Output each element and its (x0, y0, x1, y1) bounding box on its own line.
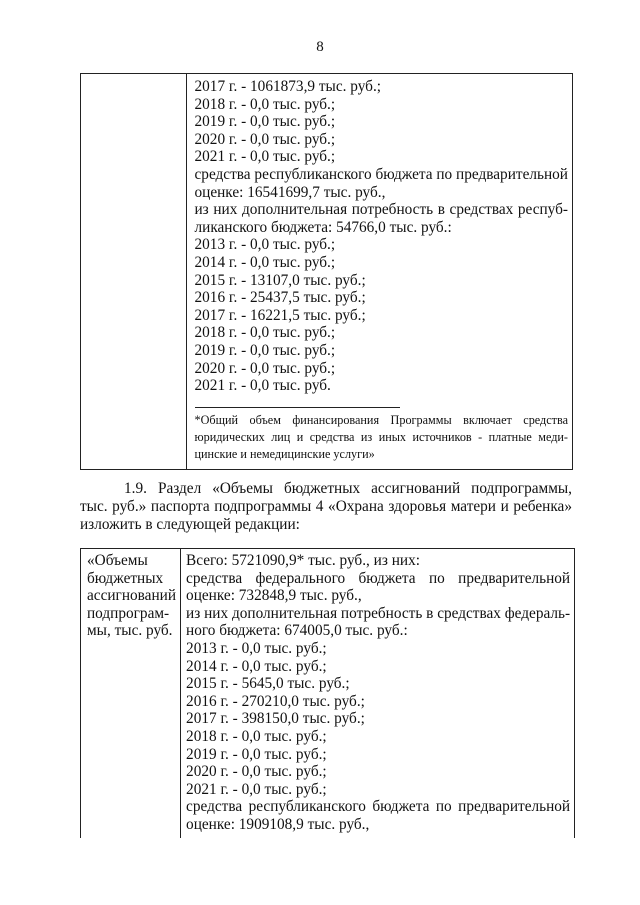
amendment-paragraph (80, 480, 572, 534)
text-line: 2019 г. - 0,0 тыс. руб.; (194, 113, 336, 131)
paragraph-line: изложить в следующей редакции: (80, 516, 300, 533)
text-line: 2017 г. - 16221,5 тыс. руб.; (194, 306, 366, 324)
text-line: 2018 г. - 0,0 тыс. руб.; (194, 324, 336, 342)
footnote-line: юридических лиц и средства из иных источников - платные меди- (194, 429, 568, 444)
text-line: средства республиканского бюджета по предварительной (194, 165, 568, 183)
table-right-cell (186, 74, 573, 470)
text-line: 2021 г. - 0,0 тыс. руб.; (194, 148, 336, 166)
text-line: 2020 г. - 0,0 тыс. руб.; (194, 359, 336, 377)
text-line: 2015 г. - 13107,0 тыс. руб.; (194, 271, 366, 289)
footnote-line: цинские и немедицинские услуги» (194, 446, 375, 461)
text-line: 2016 г. - 270210,0 тыс. руб.; (186, 692, 365, 710)
text-line: 2021 г. - 0,0 тыс. руб.; (186, 780, 327, 798)
row-header-line: подпрограм- (87, 604, 170, 622)
table-left-cell-empty (81, 74, 187, 470)
table-left-cell (81, 549, 181, 838)
footnote-divider (195, 407, 400, 408)
text-line: 2014 г. - 0,0 тыс. руб.; (186, 657, 327, 675)
row-header-line: ассигнований (87, 587, 177, 605)
text-line: оценке: 732848,9 тыс. руб., (186, 587, 362, 605)
footnote-line: *Общий объем финансирования Программы включает средства (194, 412, 568, 427)
text-line: Всего: 5721090,9* тыс. руб., из них: (186, 552, 420, 569)
text-line: 2015 г. - 5645,0 тыс. руб.; (186, 675, 350, 693)
funding-table-continued (80, 73, 573, 470)
paragraph-line: тыс. руб.» паспорта подпрограммы 4 «Охрана здоровья матери и ребенка» (80, 498, 572, 515)
text-line: 2017 г. - 1061873,9 тыс. руб.; (194, 78, 382, 95)
row-header-line: мы, тыс. руб. (87, 622, 173, 640)
text-line: 2016 г. - 25437,5 тыс. руб.; (194, 289, 366, 307)
row-header-line: бюджетных (87, 569, 164, 587)
text-line: 2013 г. - 0,0 тыс. руб.; (194, 236, 336, 254)
text-line: 2019 г. - 0,0 тыс. руб.; (194, 341, 336, 359)
text-line: 2019 г. - 0,0 тыс. руб.; (186, 745, 327, 763)
table-right-cell (181, 549, 575, 838)
text-line: 2020 г. - 0,0 тыс. руб.; (186, 763, 327, 781)
text-line: 2021 г. - 0,0 тыс. руб. (194, 377, 331, 395)
text-line: 2013 г. - 0,0 тыс. руб.; (186, 639, 327, 657)
text-line: ного бюджета: 674005,0 тыс. руб.: (186, 622, 408, 640)
text-line: из них дополнительная потребность в средствах федераль- (186, 604, 571, 622)
text-line: ликанского бюджета: 54766,0 тыс. руб.: (194, 218, 452, 236)
text-line: средства федерального бюджета по предварительной (186, 569, 571, 587)
paragraph-line: 1.9. Раздел «Объемы бюджетных ассигнований подпрограммы, (124, 480, 572, 497)
text-line: оценке: 1909108,9 тыс. руб., (186, 815, 370, 833)
text-line: 2018 г. - 0,0 тыс. руб.; (194, 95, 336, 113)
text-line: из них дополнительная потребность в средствах респуб- (194, 201, 568, 219)
footnote (195, 412, 569, 463)
subprogram-funding-table (80, 548, 575, 838)
page-number: 8 (316, 39, 324, 55)
text-line: 2020 г. - 0,0 тыс. руб.; (194, 130, 336, 148)
row-header-line: «Объемы (87, 552, 148, 569)
text-line: оценке: 16541699,7 тыс. руб., (194, 183, 386, 201)
text-line: средства республиканского бюджета по предварительной (186, 798, 571, 816)
text-line: 2018 г. - 0,0 тыс. руб.; (186, 727, 327, 745)
text-line: 2017 г. - 398150,0 тыс. руб.; (186, 710, 365, 728)
text-line: 2014 г. - 0,0 тыс. руб.; (194, 253, 336, 271)
